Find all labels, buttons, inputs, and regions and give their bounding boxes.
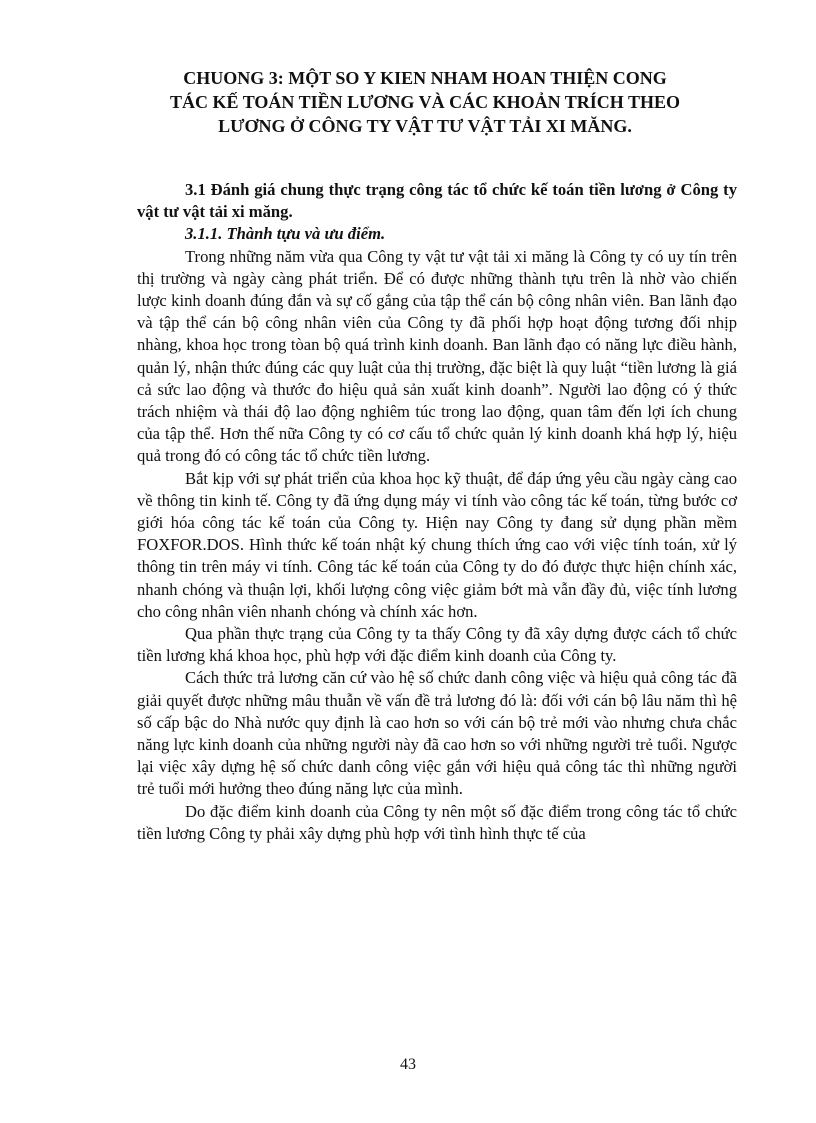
subsection-heading: 3.1.1. Thành tựu và ưu điểm.	[185, 224, 386, 244]
chapter-title	[120, 66, 730, 138]
chapter-title-line-3: LƯƠNG Ở CÔNG TY VẬT TƯ VẬT TẢI XI MĂNG.	[218, 116, 632, 136]
chapter-title-line-2: TÁC KẾ TOÁN TIỀN LƯƠNG VÀ CÁC KHOẢN TRÍCH THEO	[170, 92, 680, 112]
body-text	[137, 179, 737, 845]
paragraph-technology: Bắt kịp với sự phát triển của khoa học kỹ thuật, để đáp ứng yêu cầu ngày càng cao về thông tin kinh tế. Công ty đã ứng dụng máy vi tính vào công tác kế toán, từng bước cơ giới hóa công tác kế toán của Công ty. Hiện nay Công ty đang sử dụng phần mềm FOXFOR.DOS. Hình thức kế toán nhật ký chung thích ứng cao với việc tính toán, xử lý thông tin trên máy vi tính. Công tác kế toán của Công ty do đó được thực hiện chính xác, nhanh chóng và thuận lợi, khối lượng công việc giảm bớt mà vẫn đầy đủ, việc tính lương cho công nhân viên nhanh chóng và chính xác hơn.	[137, 468, 737, 621]
paragraph-payment-method: Cách thức trả lương căn cứ vào hệ số chức danh công việc và hiệu quả công tác đã giải quyết được những mâu thuẫn về vấn đề trả lương đó là: đối với cán bộ lâu năm thì hệ số cấp bậc do Nhà nước quy định là cao hơn so với cán bộ trẻ mới vào nhưng chưa chắc năng lực kinh doanh của những người này đã cao hơn so với những người trẻ tuổi. Ngược lại việc xây dựng hệ số chức danh công việc gắn với hiệu quả công tác thì những người trẻ tuổi mới hưởng theo đúng năng lực của mình.	[137, 668, 737, 799]
page-number: 43	[400, 1056, 416, 1073]
chapter-title-line-1: CHUONG 3: MỘT SO Y KIEN NHAM HOAN THIỆN CONG	[183, 68, 667, 88]
section-heading: 3.1 Đánh giá chung thực trạng công tác tổ chức kế toán tiền lương ở Công ty vật tư vật tải xi măng.	[137, 180, 737, 222]
paragraph-achievements: Trong những năm vừa qua Công ty vật tư vật tải xi măng là Công ty có uy tín trên thị trường và ngày càng phát triển. Để có được những thành tựu trên là nhờ vào chiến lược kinh doanh đúng đắn và sự cố gắng của tập thể cán bộ công nhân viên. Ban lãnh đạo và tập thể cán bộ công nhân viên của Công ty đã phối hợp hoạt động tương đối nhịp nhàng, khoa học trong tòan bộ quá trình kinh doanh. Ban lãnh đạo có năng lực điều hành, quản lý, nhận thức đúng các quy luật của thị trường, đặc biệt là quy luật “tiền lương là giá cả sức lao động và thước đo hiệu quả sản xuất kinh doanh”. Người lao động có ý thức trách nhiệm và thái độ lao động nghiêm túc trong lao động, quan tâm đến lợi ích chung của tập thể. Hơn thế nữa Công ty có cơ cấu tổ chức quản lý kinh doanh khá hợp lý, hiệu quả trong đó có công tác tổ chức tiền lương.	[137, 246, 737, 466]
paragraph-assessment: Qua phần thực trạng của Công ty ta thấy Công ty đã xây dựng được cách tổ chức tiền lương khá khoa học, phù hợp với đặc điểm kinh doanh của Công ty.	[137, 624, 737, 666]
paragraph-business-characteristics: Do đặc điểm kinh doanh của Công ty nên một số đặc điểm trong công tác tổ chức tiền lương Công ty phải xây dựng phù hợp với tình hình thực tế của	[137, 801, 737, 843]
